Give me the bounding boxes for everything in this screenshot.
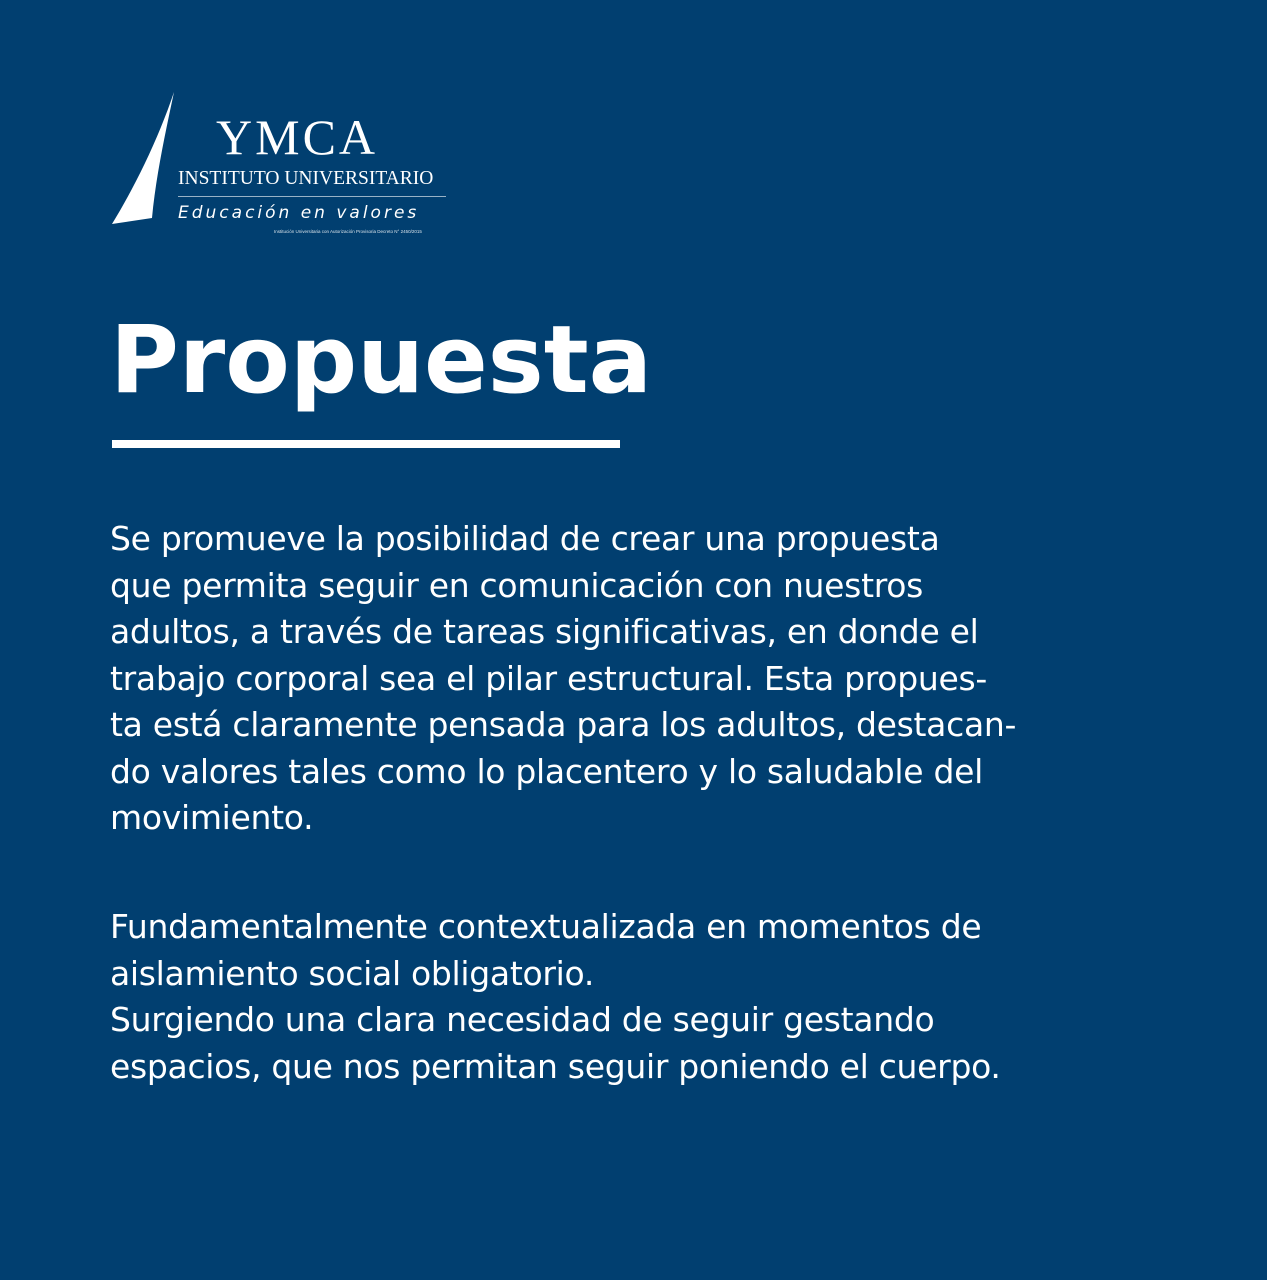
- logo-divider: [178, 196, 446, 197]
- logo-fineprint: Institución Universitaria con Autorización Provisoria Decreto N° 2450/2015: [274, 229, 422, 234]
- logo-institute: INSTITUTO UNIVERSITARIO: [178, 168, 434, 189]
- sail-icon: [108, 90, 178, 230]
- title-underline: [112, 440, 620, 448]
- page-title: Propuesta: [110, 306, 653, 415]
- logo-motto: Educación en valores: [178, 203, 420, 223]
- paragraph-proposal: Se promueve la posibilidad de crear una propuesta que permita seguir en comunicación con nuestros adultos, a través de tareas significativas, en donde el trabajo corporal sea el pilar estructural. Esta propues- ta está claramente pensada para los adultos, destacan- do valores tales como lo placentero y lo saludable del movimiento.: [110, 519, 1017, 837]
- ymca-logo: [108, 90, 453, 240]
- logo-name: YMCA: [216, 109, 379, 165]
- paragraph-context: Fundamentalmente contextualizada en momentos de aislamiento social obligatorio. Surgiendo una clara necesidad de seguir gestando espacios, que nos permitan seguir poniendo el cuerpo.: [110, 907, 1001, 1086]
